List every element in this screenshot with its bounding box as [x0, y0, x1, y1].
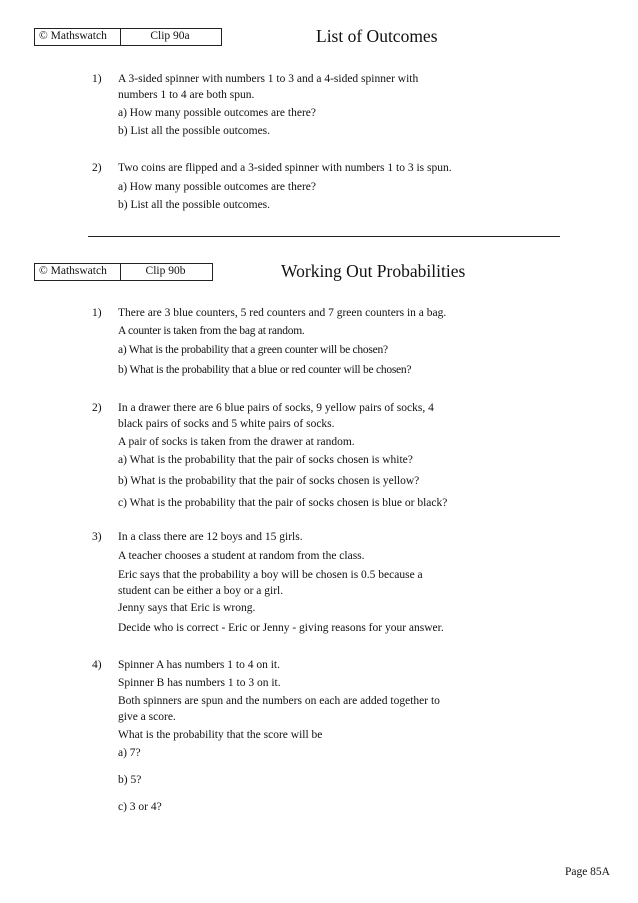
brand-box: [34, 28, 121, 46]
s2-q3-line: Eric says that the probability a boy will be chosen is 0.5 because a: [118, 569, 423, 581]
s1-q2-line: b) List all the possible outcomes.: [118, 199, 271, 211]
s2-q4-line: c) 3 or 4?: [118, 801, 162, 813]
s2-q4-line: give a score.: [118, 711, 176, 723]
s1-q1-number: 1): [92, 73, 102, 85]
s2-q3-line: In a class there are 12 boys and 15 girls.: [118, 531, 303, 543]
s1-q2-line: a) How many possible outcomes are there?: [118, 181, 316, 193]
s1-q1-line: b) List all the possible outcomes.: [118, 125, 271, 137]
s1-q1-line: numbers 1 to 4 are both spun.: [118, 89, 255, 101]
clip-label: Clip 90b: [145, 265, 186, 277]
section2-title: Working Out Probabilities: [281, 261, 466, 281]
s2-q3-number: 3): [92, 531, 102, 543]
s2-q4-line: b) 5?: [118, 774, 142, 786]
s2-q1-line: There are 3 blue counters, 5 red counters and 7 green counters in a bag.: [118, 307, 447, 319]
clip-label: Clip 90a: [150, 30, 190, 42]
s2-q4-line: a) 7?: [118, 747, 141, 759]
brand-box: [34, 263, 121, 281]
section1-title: List of Outcomes: [316, 26, 438, 46]
s1-q1-line: A 3-sided spinner with numbers 1 to 3 and a 4-sided spinner with: [118, 73, 419, 85]
brand-label: © Mathswatch: [39, 30, 107, 42]
s2-q4-line: Both spinners are spun and the numbers on each are added together to: [118, 695, 440, 707]
s2-q2-line: A pair of socks is taken from the drawer at random.: [118, 436, 355, 448]
s2-q3-line: Jenny says that Eric is wrong.: [118, 602, 256, 614]
s2-q4-line: What is the probability that the score will be: [118, 729, 323, 741]
s2-q4-line: Spinner A has numbers 1 to 4 on it.: [118, 659, 280, 671]
clip-box: [119, 28, 222, 46]
s2-q2-line: a) What is the probability that the pair of socks chosen is white?: [118, 454, 413, 466]
s1-q2-line: Two coins are flipped and a 3-sided spinner with numbers 1 to 3 is spun.: [118, 162, 452, 174]
section-divider: [88, 236, 560, 237]
s2-q1-line: b) What is the probability that a blue or red counter will be chosen?: [118, 364, 412, 376]
clip-box: [119, 263, 213, 281]
s2-q2-number: 2): [92, 402, 102, 414]
s2-q4-line: Spinner B has numbers 1 to 3 on it.: [118, 677, 281, 689]
page-number: Page 85A: [564, 866, 610, 878]
s2-q3-line: Decide who is correct - Eric or Jenny - giving reasons for your answer.: [118, 622, 444, 634]
s2-q2-line: c) What is the probability that the pair of socks chosen is blue or black?: [118, 497, 448, 509]
s1-q1-line: a) How many possible outcomes are there?: [118, 107, 316, 119]
s2-q2-line: b) What is the probability that the pair of socks chosen is yellow?: [118, 475, 420, 487]
s1-q2-number: 2): [92, 162, 102, 174]
s2-q1-number: 1): [92, 307, 102, 319]
s2-q4-number: 4): [92, 659, 102, 671]
s2-q3-line: student can be either a boy or a girl.: [118, 585, 284, 597]
s2-q3-line: A teacher chooses a student at random from the class.: [118, 550, 365, 562]
s2-q1-line: A counter is taken from the bag at random.: [118, 325, 305, 337]
s2-q2-line: black pairs of socks and 5 white pairs of socks.: [118, 418, 335, 430]
s2-q1-line: a) What is the probability that a green counter will be chosen?: [118, 344, 388, 356]
s2-q2-line: In a drawer there are 6 blue pairs of socks, 9 yellow pairs of socks, 4: [118, 402, 434, 414]
brand-label: © Mathswatch: [39, 265, 107, 277]
